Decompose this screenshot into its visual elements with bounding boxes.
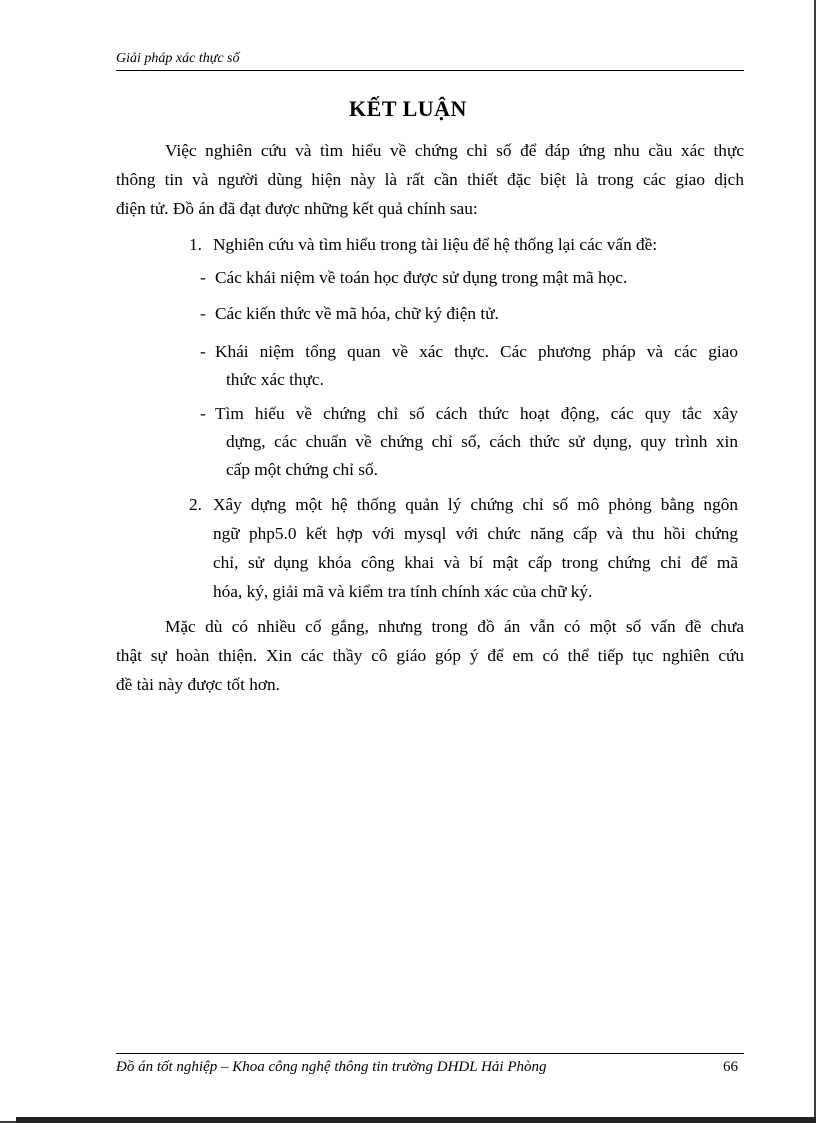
sub-item-line: Tìm hiểu về chứng chỉ số cách thức hoạt động, các quy tắc xây xyxy=(215,404,738,423)
dash-bullet: - xyxy=(200,268,206,287)
closing-line: Mặc dù có nhiều cố gắng, nhưng trong đồ án vẫn có một số vấn đề chưa xyxy=(165,617,744,636)
list-number: 1. xyxy=(189,235,202,254)
list-item-line: hóa, ký, giải mã và kiểm tra tính chính xác của chữ ký. xyxy=(213,582,593,601)
sub-item-line: cấp một chứng chỉ số. xyxy=(226,460,378,479)
page-footer xyxy=(116,1053,744,1076)
sub-item-line: Các kiến thức về mã hóa, chữ ký điện tử. xyxy=(215,304,499,323)
list-item-line: Xây dựng một hệ thống quản lý chứng chỉ số mô phỏng bằng ngôn xyxy=(213,495,738,514)
closing-line: đề tài này được tốt hơn. xyxy=(116,675,280,694)
list-item-line: chỉ, sử dụng khóa công khai và bí mật cấp trong chứng chỉ để mã xyxy=(213,553,738,572)
sub-item-line: dựng, các chuẩn về chứng chỉ số, cách thức sử dụng, quy trình xin xyxy=(226,432,738,451)
closing-paragraph xyxy=(116,612,744,699)
intro-line: Việc nghiên cứu và tìm hiểu về chứng chỉ số để đáp ứng nhu cầu xác thực xyxy=(165,141,744,160)
intro-paragraph xyxy=(116,136,744,223)
sub-item-line: thức xác thực. xyxy=(226,370,324,389)
intro-line: điện tử. Đồ án đã đạt được những kết quả chính sau: xyxy=(116,199,478,218)
intro-line: thông tin và người dùng hiện này là rất cần thiết đặc biệt là trong các giao dịch xyxy=(116,170,744,189)
sub-item-line: Khái niệm tổng quan về xác thực. Các phương pháp và các giao xyxy=(215,342,738,361)
page-shadow xyxy=(16,1117,816,1123)
list-item-text: Nghiên cứu và tìm hiểu trong tài liệu để hệ thống lại các vấn đề: xyxy=(213,235,658,254)
page-header xyxy=(116,50,744,71)
sub-item-line: Các khái niệm về toán học được sử dụng trong mật mã học. xyxy=(215,268,628,287)
dash-bullet: - xyxy=(200,342,206,361)
section-heading: KẾT LUẬN xyxy=(349,96,467,121)
dash-bullet: - xyxy=(200,404,206,423)
dash-bullet: - xyxy=(200,304,206,323)
closing-line: thật sự hoàn thiện. Xin các thầy cô giáo góp ý để em có thể tiếp tục nghiên cứu xyxy=(116,646,744,665)
page-number: 66 xyxy=(723,1059,738,1075)
footer-text: Đồ án tốt nghiệp – Khoa công nghệ thông tin trường DHDL Hải Phòng xyxy=(116,1059,547,1075)
list-item-line: ngữ php5.0 kết hợp với mysql với chức năng cấp và thu hồi chứng xyxy=(213,524,738,543)
running-title: Giải pháp xác thực số xyxy=(116,51,240,66)
list-number: 2. xyxy=(189,495,202,514)
